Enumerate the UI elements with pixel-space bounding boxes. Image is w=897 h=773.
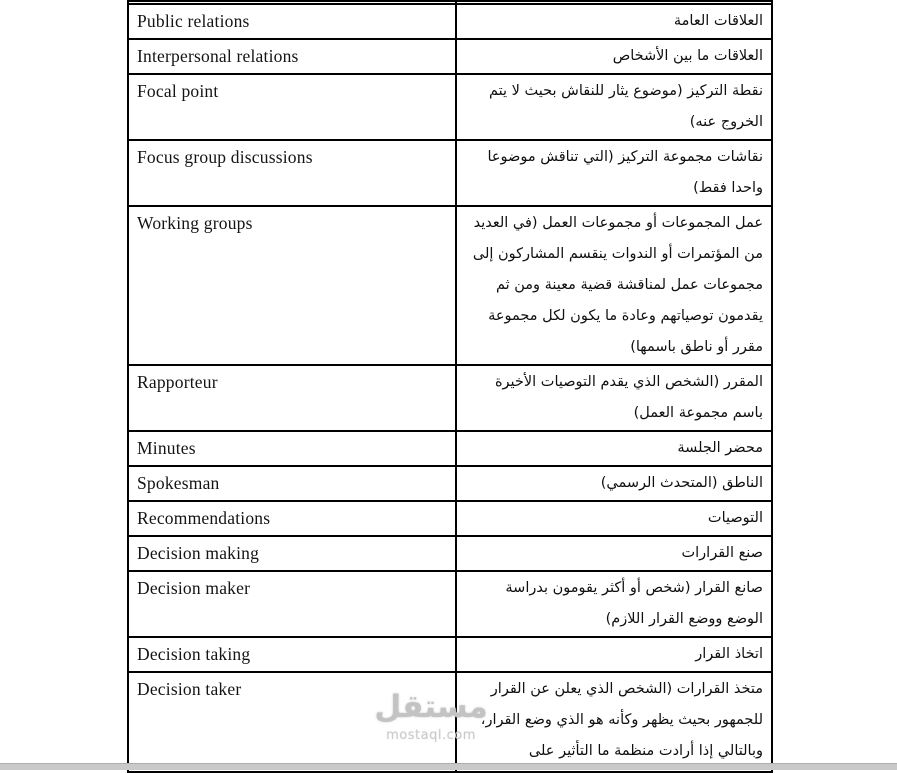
term-arabic-text: اتخاذ القرار [695,646,763,662]
page-edge-strip [0,763,897,770]
term-english-text: Focal point [137,81,219,101]
table-row [128,536,772,571]
term-arabic [456,206,772,365]
table-row [128,501,772,536]
term-arabic-text: متخذ القرارات (الشخص الذي يعلن عن القرار للجمهور بحيث يظهر وكأنه هو الذي وضع القرار، وبالتالي إذا أرادت منظمة ما التأثير على [480,681,763,759]
term-arabic [456,4,772,39]
table-row [128,466,772,501]
term-english [128,4,456,39]
term-english [128,39,456,74]
term-english-text: Decision taker [137,679,242,699]
term-english [128,571,456,637]
term-arabic-text: التوصيات [707,510,763,526]
term-arabic [456,637,772,672]
term-arabic-text: نقاشات مجموعة التركيز (التي تناقش موضوعا واحدا فقط) [487,149,763,196]
table-row [128,140,772,206]
term-arabic-text: الناطق (المتحدث الرسمي) [600,475,763,491]
term-english-text: Decision taking [137,644,251,664]
term-arabic-text: نقطة التركيز (موضوع يثار للنقاش بحيث لا يتم الخروج عنه) [489,83,763,130]
term-arabic [456,466,772,501]
term-english-text: Spokesman [137,473,220,493]
term-english-text: Public relations [137,11,250,31]
term-arabic-text: صنع القرارات [681,545,763,561]
term-english [128,501,456,536]
table-row [128,39,772,74]
table-row [128,206,772,365]
term-english [128,206,456,365]
term-english [128,431,456,466]
term-arabic [456,501,772,536]
term-arabic [456,431,772,466]
term-arabic-text: العلاقات ما بين الأشخاص [612,48,763,64]
term-arabic [456,672,772,772]
term-arabic [456,536,772,571]
table-row [128,74,772,140]
term-english-text: Decision maker [137,578,251,598]
term-arabic-text: المقرر (الشخص الذي يقدم التوصيات الأخيرة باسم مجموعة العمل) [494,374,763,421]
term-arabic-text: صانع القرار (شخص أو أكثر يقومون بدراسة الوضع ووضع القرار اللازم) [505,580,763,627]
term-english-text: Recommendations [137,508,271,528]
term-english [128,74,456,140]
term-arabic-text: محضر الجلسة [677,440,763,456]
term-english [128,672,456,772]
term-arabic [456,74,772,140]
term-english-text: Decision making [137,543,260,563]
term-english-text: Working groups [137,213,253,233]
term-english [128,365,456,431]
term-english-text: Rapporteur [137,372,218,392]
table-row [128,4,772,39]
term-english-text: Minutes [137,438,196,458]
term-arabic-text: العلاقات العامة [673,13,763,29]
term-arabic [456,571,772,637]
term-english-text: Interpersonal relations [137,46,299,66]
table-row [128,365,772,431]
term-arabic [456,365,772,431]
term-arabic [456,39,772,74]
table-row [128,571,772,637]
term-english-text: Focus group discussions [137,147,313,167]
glossary-table [127,0,773,773]
term-english [128,536,456,571]
term-arabic-text: عمل المجموعات أو مجموعات العمل (في العديد من المؤتمرات أو الندوات ينقسم المشاركون إلى مجموعات عمل لمناقشة قضية معينة ومن ثم يقدمون توصياتهم وعادة ما يكون لكل مجموعة مقرر أو ناطق باسمها) [472,215,763,355]
table-row [128,431,772,466]
table-row [128,637,772,672]
term-english [128,466,456,501]
term-arabic [456,140,772,206]
mostaql-url: mostaql.com [386,728,476,743]
mostaql-logo: مستقل [374,689,488,725]
table-row [128,672,772,772]
term-english [128,637,456,672]
term-english [128,140,456,206]
